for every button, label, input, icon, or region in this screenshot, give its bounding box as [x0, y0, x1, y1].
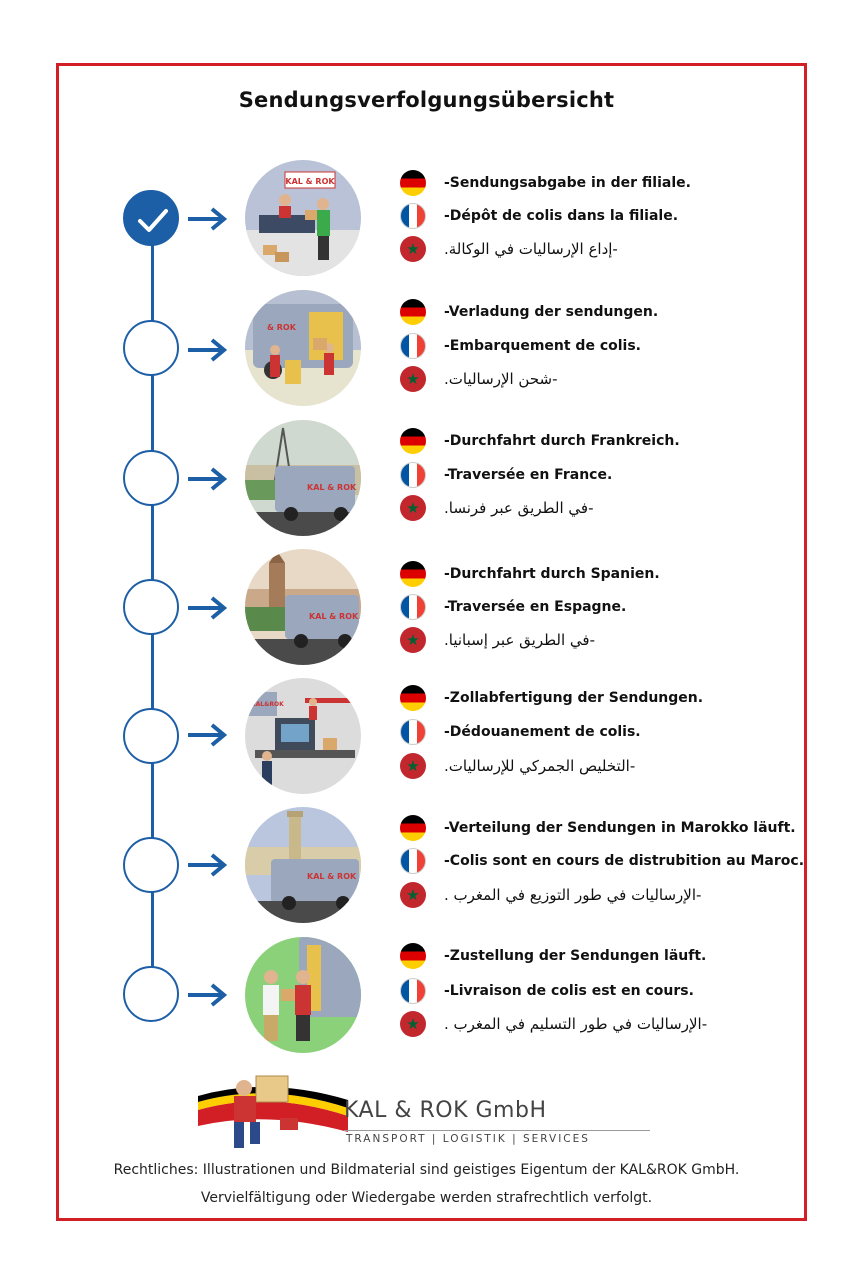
- parcel-handover-icon: [245, 937, 361, 1053]
- svg-text:KAL&ROK: KAL&ROK: [251, 701, 284, 708]
- brand-tagline: TRANSPORT | LOGISTIK | SERVICES: [346, 1133, 590, 1145]
- moroccan-flag-icon: ★: [400, 882, 426, 908]
- step-2-status-pending: [123, 320, 179, 376]
- french-flag-icon: [400, 462, 426, 488]
- moroccan-flag-icon: ★: [400, 1011, 426, 1037]
- german-flag-icon: [400, 170, 426, 196]
- step-7-arabic-text: -الإرساليات في طور التسليم في المغرب .: [444, 1015, 708, 1033]
- step-1-ar-row: [400, 236, 618, 262]
- step-6-fr-row: [400, 848, 804, 874]
- step-3-german-text: -Durchfahrt durch Frankreich.: [444, 433, 680, 449]
- german-flag-icon: [400, 685, 426, 711]
- step-5-de-row: [400, 685, 703, 711]
- arrow-right-icon: [188, 853, 234, 877]
- step-7-ar-row: [400, 1011, 707, 1037]
- step-2-de-row: [400, 299, 658, 325]
- step-2-arabic-text: -شحن الإرساليات.: [444, 370, 558, 388]
- step-3-arabic-text: -في الطريق عبر فرنسا.: [444, 499, 594, 517]
- step-5-fr-row: [400, 719, 641, 745]
- page-title: Sendungsverfolgungsübersicht: [238, 88, 615, 112]
- arrow-right-icon: [188, 467, 234, 491]
- step-7-french-text: -Livraison de colis est en cours.: [444, 983, 694, 999]
- step-6-status-pending: [123, 837, 179, 893]
- step-4-ar-row: [400, 627, 595, 653]
- step-1-german-text: -Sendungsabgabe in der filiale.: [444, 175, 691, 191]
- step-7-german-text: -Zustellung der Sendungen läuft.: [444, 948, 707, 964]
- german-flag-icon: [400, 943, 426, 969]
- step-7-fr-row: [400, 978, 694, 1004]
- legal-notice-line-1: Rechtliches: Illustrationen und Bildmaterial sind geistiges Eigentum der KAL&ROK GmbH.: [113, 1162, 740, 1178]
- arrow-right-icon: [188, 983, 234, 1007]
- checkmark-icon: [125, 192, 181, 248]
- step-1-french-text: -Dépôt de colis dans la filiale.: [444, 208, 679, 224]
- french-flag-icon: [400, 978, 426, 1004]
- brand-name: KAL & ROK GmbH: [344, 1098, 547, 1123]
- french-flag-icon: [400, 203, 426, 229]
- step-3-fr-row: [400, 462, 612, 488]
- step-2-french-text: -Embarquement de colis.: [444, 338, 641, 354]
- svg-text:KAL & ROK: KAL & ROK: [285, 177, 335, 186]
- step-5-status-pending: [123, 708, 179, 764]
- moroccan-flag-icon: ★: [400, 236, 426, 262]
- arrow-right-icon: [188, 207, 234, 231]
- moroccan-flag-icon: ★: [400, 495, 426, 521]
- moroccan-flag-icon: ★: [400, 753, 426, 779]
- step-4-fr-row: [400, 594, 626, 620]
- moroccan-flag-icon: ★: [400, 366, 426, 392]
- step-5-german-text: -Zollabfertigung der Sendungen.: [444, 690, 704, 706]
- branch-drop-off-icon: [245, 160, 361, 276]
- step-6-french-text: -Colis sont en cours de distrubition au Maroc.: [444, 853, 805, 869]
- svg-text:KAL & ROK: KAL & ROK: [307, 872, 357, 881]
- arrow-right-icon: [188, 596, 234, 620]
- morocco-mosque-truck-icon: [245, 807, 361, 923]
- french-flag-icon: [400, 719, 426, 745]
- step-3-de-row: [400, 428, 680, 454]
- svg-text:& ROK: & ROK: [267, 323, 296, 332]
- step-2-fr-row: [400, 333, 641, 359]
- step-4-german-text: -Durchfahrt durch Spanien.: [444, 566, 660, 582]
- legal-notice-line-2: Vervielfältigung oder Wiedergabe werden strafrechtlich verfolgt.: [200, 1190, 653, 1206]
- step-3-status-pending: [123, 450, 179, 506]
- step-2-ar-row: [400, 366, 558, 392]
- step-7-de-row: [400, 943, 706, 969]
- step-3-french-text: -Traversée en France.: [444, 467, 613, 483]
- german-flag-icon: [400, 815, 426, 841]
- step-1-status-done: [123, 190, 179, 246]
- step-4-arabic-text: -في الطريق عبر إسبانيا.: [444, 631, 596, 649]
- german-flag-icon: [400, 561, 426, 587]
- truck-loading-icon: [245, 290, 361, 406]
- eiffel-tower-truck-icon: [245, 420, 361, 536]
- step-7-status-pending: [123, 966, 179, 1022]
- step-5-arabic-text: -التخليص الجمركي للإرساليات.: [444, 757, 636, 775]
- customs-scanner-icon: [245, 678, 361, 794]
- german-flag-icon: [400, 428, 426, 454]
- step-1-fr-row: [400, 203, 678, 229]
- step-3-ar-row: [400, 495, 594, 521]
- german-flag-icon: [400, 299, 426, 325]
- step-1-arabic-text: -إداع الإرساليات في الوكالة.: [444, 240, 618, 258]
- step-5-french-text: -Dédouanement de colis.: [444, 724, 641, 740]
- spain-cathedral-truck-icon: [245, 549, 361, 665]
- step-5-ar-row: [400, 753, 635, 779]
- step-6-german-text: -Verteilung der Sendungen in Marokko läuft.: [444, 820, 796, 836]
- step-6-de-row: [400, 815, 796, 841]
- moroccan-flag-icon: ★: [400, 627, 426, 653]
- step-4-de-row: [400, 561, 660, 587]
- svg-text:KAL & ROK: KAL & ROK: [309, 612, 359, 621]
- french-flag-icon: [400, 333, 426, 359]
- step-2-german-text: -Verladung der sendungen.: [444, 304, 659, 320]
- brand-divider: [344, 1130, 650, 1131]
- step-1-de-row: [400, 170, 691, 196]
- arrow-right-icon: [188, 338, 234, 362]
- step-4-status-pending: [123, 579, 179, 635]
- svg-text:KAL & ROK: KAL & ROK: [307, 483, 357, 492]
- step-6-ar-row: [400, 882, 701, 908]
- french-flag-icon: [400, 594, 426, 620]
- step-6-arabic-text: -الإرساليات في طور التوزيع في المغرب .: [444, 886, 702, 904]
- arrow-right-icon: [188, 723, 234, 747]
- step-4-french-text: -Traversée en Espagne.: [444, 599, 627, 615]
- french-flag-icon: [400, 848, 426, 874]
